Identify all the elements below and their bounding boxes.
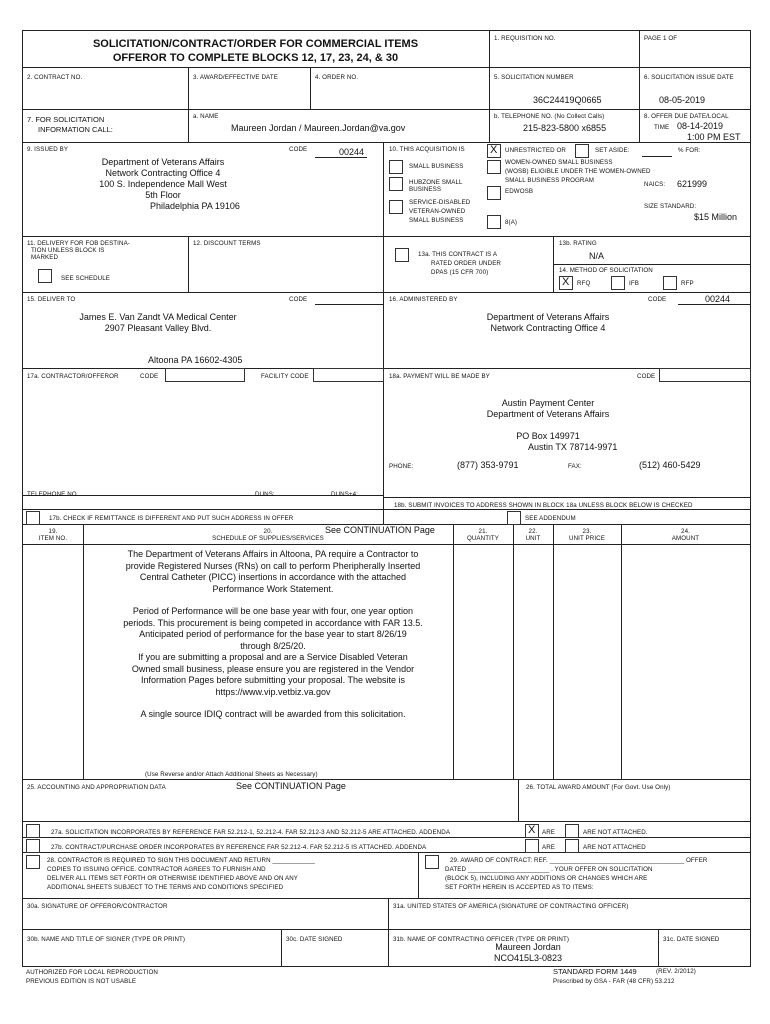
27b-are-label: ARE	[542, 844, 556, 851]
27a-label: 27a. SOLICITATION INCORPORATES BY REFERENCE FAR 52.212-1, 52.212-4. FAR 52.212-3 AND 52.212-5 ARE ATTACHED. ADDENDA	[51, 829, 451, 836]
deliver-to-line3: Altoona PA 16602-4305	[148, 355, 243, 365]
payment-by-line4: Austin TX 78714-9971	[528, 442, 618, 452]
col-item-no: ITEM NO.	[38, 535, 68, 542]
payment-fax: (512) 460-5429	[639, 460, 701, 470]
due-time: 1:00 PM EST	[687, 132, 741, 142]
acquisition-label: 10. THIS ACQUISITION IS	[389, 146, 465, 153]
officer-code: NCO415L3-0823	[493, 953, 563, 963]
telephone-no-label: TELEPHONE NO.	[27, 491, 79, 498]
rfp-label: RFP	[681, 280, 694, 287]
set-aside-checkbox[interactable]	[575, 144, 589, 158]
fax-label: FAX:	[568, 463, 582, 470]
hubzone-checkbox[interactable]	[389, 177, 403, 191]
officer-signature-label: 31a. UNITED STATES OF AMERICA (SIGNATURE OF CONTRACTING OFFICER)	[393, 903, 629, 910]
payment-code-label: CODE	[637, 373, 656, 380]
issued-by-line3: 100 S. Independence Mall West	[99, 179, 227, 189]
deliver-to-line1: James E. Van Zandt VA Medical Center	[79, 312, 237, 322]
payment-by-line3: PO Box 149971	[516, 431, 580, 441]
accounting-value: See CONTINUATION Page	[236, 781, 346, 791]
8a-checkbox[interactable]	[487, 215, 501, 229]
footer-reproduction: AUTHORIZED FOR LOCAL REPRODUCTION	[26, 969, 158, 976]
payment-by-line2: Department of Veterans Affairs	[486, 409, 610, 419]
issued-by-line5: Philadelphia PA 19106	[150, 201, 240, 211]
form-title: SOLICITATION/CONTRACT/ORDER FOR COMMERCIAL ITEMS	[92, 38, 419, 50]
deliver-code-label: CODE	[289, 296, 308, 303]
col-item-no-num: 19.	[48, 528, 58, 535]
edwosb-checkbox[interactable]	[487, 186, 501, 200]
description-paragraph-3: A single source IDIQ contract will be awarded from this solicitation.	[140, 709, 406, 719]
28-label-3: DELIVER ALL ITEMS SET FORTH OR OTHERWISE IDENTIFIED ABOVE AND ON ANY	[47, 875, 299, 882]
contractor-code-label: CODE	[140, 373, 159, 380]
27b-not-attached-label: ARE NOT ATTACHED	[583, 844, 646, 851]
contractor-code-field[interactable]	[165, 368, 245, 382]
footer-previous-edition: PREVIOUS EDITION IS NOT USABLE	[26, 978, 137, 985]
admin-code: 00244	[705, 294, 731, 304]
administered-by-line1: Department of Veterans Affairs	[486, 312, 610, 322]
award-date-label: 3. AWARD/EFFECTIVE DATE	[193, 74, 278, 81]
issued-code-label: CODE	[289, 146, 308, 153]
time-label: TIME	[654, 124, 670, 131]
sf1449-form	[22, 30, 751, 967]
27a-are-label: ARE	[542, 829, 556, 836]
deliver-to-label: 15. DELIVER TO	[27, 296, 76, 303]
29-label-3: (BLOCK 5), INCLUDING ANY ADDITIONS OR CHANGES WHICH ARE	[445, 875, 648, 882]
order-no-label: 4. ORDER NO.	[315, 74, 359, 81]
issued-by-line4: 5th Floor	[145, 190, 181, 200]
28-label-4: ADDITIONAL SHEETS SUBJECT TO THE TERMS AND CONDITIONS SPECIFIED	[47, 884, 284, 891]
duns4-label: DUNS+4:	[331, 491, 359, 498]
description-paragraph-1: The Department of Veterans Affairs in Altoona, PA require a Contractor to provide Registered Nurses (RNs) on call to perform Pheripherally Inserted Central Catheter (PICC) insertions in accordance with the attached Performance Work Statement.	[125, 549, 421, 594]
col-unit-price: UNIT PRICE	[569, 535, 605, 542]
col-amount: AMOUNT	[671, 535, 700, 542]
accounting-label: 25. ACCOUNTING AND APPROPRIATION DATA	[27, 784, 166, 791]
col-unit-price-num: 23.	[582, 528, 592, 535]
col-amount-num: 24.	[681, 528, 690, 535]
see-addendum-label: SEE ADDENDUM	[525, 515, 576, 522]
solicitation-number-label: 5. SOLICITATION NUMBER	[494, 74, 574, 81]
wosb-checkbox[interactable]	[487, 160, 501, 174]
form-subtitle: OFFEROR TO COMPLETE BLOCKS 12, 17, 23, 24, & 30	[112, 52, 399, 64]
administered-by-label: 16. ADMINISTERED BY	[389, 296, 458, 303]
discount-terms-label: 12. DISCOUNT TERMS	[193, 240, 261, 247]
rating-label: 13b. RATING	[559, 240, 597, 247]
col-quantity: QUANTITY	[466, 535, 500, 542]
payment-by-line1: Austin Payment Center	[501, 398, 595, 408]
duns-label: DUNS:	[255, 491, 275, 498]
col-quantity-num: 21.	[478, 528, 488, 535]
unrestricted-checkbox[interactable]: X	[487, 144, 501, 158]
contract-no-label: 2. CONTRACT NO.	[27, 74, 83, 81]
facility-code-label: FACILITY CODE	[261, 373, 309, 380]
29-label-2: DATED _______________________ . YOUR OFFER ON SOLICITATION	[445, 866, 653, 873]
8a-label: 8(A)	[505, 219, 518, 226]
issued-by-line2: Network Contracting Office 4	[105, 168, 221, 178]
deliver-to-line2: 2907 Pleasant Valley Blvd.	[104, 323, 212, 333]
schedule-continuation: See CONTINUATION Page	[325, 525, 435, 535]
contractor-label: 17a. CONTRACTOR/OFFEROR	[27, 373, 119, 380]
27a-not-attached-checkbox[interactable]	[565, 824, 579, 838]
footer-revision: (REV. 2/2012)	[656, 968, 696, 975]
requisition-label: 1. REQUISITION NO.	[494, 35, 556, 42]
contact-name-label: a. NAME	[193, 113, 219, 120]
ifb-label: IFB	[629, 280, 639, 287]
telephone-label: b. TELEPHONE NO. (No Collect Calls)	[494, 113, 605, 120]
contact-name: Maureen Jordan / Maureen.Jordan@va.gov	[231, 123, 406, 133]
payment-code-field[interactable]	[659, 368, 751, 382]
schedule-description	[123, 549, 423, 732]
payment-phone: (877) 353-9791	[457, 460, 519, 470]
due-date: 08-14-2019	[677, 121, 724, 131]
ifb-checkbox[interactable]	[611, 276, 625, 290]
hubzone-label-2: BUSINESS	[409, 186, 442, 193]
wosb-label-1: WOMEN-OWNED SMALL BUSINESS	[505, 159, 613, 166]
information-call-label: INFORMATION CALL:	[38, 125, 113, 134]
description-paragraph-2: Period of Performance will be one base year with four, one year option periods. This procurement is being competed in accordance with FAR 13.5. Anticipated period of performance for the base year to start 8/26/19 through 8/25/20. If you are submitting a proposal and are a Service Disabled Veteran Owned small business, please ensure you are registered in the Vendor Information Pages before submitting your proposal. The website is https://www.vip.vetbiz.va.gov	[123, 606, 423, 697]
rated-order-checkbox[interactable]	[395, 248, 409, 262]
29-checkbox[interactable]	[425, 855, 439, 869]
small-business-checkbox[interactable]	[389, 160, 403, 174]
sdvosb-label-3: SMALL BUSINESS	[409, 217, 464, 224]
offeror-signature-label: 30a. SIGNATURE OF OFFEROR/CONTRACTOR	[27, 903, 168, 910]
phone-label: PHONE:	[389, 463, 414, 470]
footer-prescribed: Prescribed by GSA - FAR (48 CFR) 53.212	[553, 978, 675, 985]
wosb-label-2: (WOSB) ELIGIBLE UNDER THE WOMEN-OWNED	[505, 168, 651, 175]
facility-code-field[interactable]	[313, 368, 384, 382]
delivery-label-3: MARKED	[31, 254, 59, 261]
rfq-checkbox[interactable]: X	[559, 276, 573, 290]
28-label-2: COPIES TO ISSUING OFFICE. CONTRACTOR AGREES TO FURNISH AND	[47, 866, 266, 873]
solicitation-number: 36C24419Q0665	[533, 95, 602, 105]
officer-date-label: 31c. DATE SIGNED	[663, 936, 720, 943]
offer-due-label: 8. OFFER DUE DATE/LOCAL	[644, 113, 729, 120]
see-schedule-checkbox[interactable]	[38, 269, 52, 283]
wosb-label-3: SMALL BUSINESS PROGRAM	[505, 177, 594, 184]
issued-by-line1: Department of Veterans Affairs	[101, 157, 225, 167]
issued-by-label: 9. ISSUED BY	[27, 146, 69, 153]
sdvosb-label-2: VETERAN-OWNED	[409, 208, 466, 215]
see-schedule-label: SEE SCHEDULE	[61, 275, 110, 282]
delivery-label-1: 11. DELIVERY FOR FOB DESTINA-	[27, 240, 130, 247]
rated-order-label-1: 13a. THIS CONTRACT IS A	[418, 251, 498, 258]
sdvosb-label-1: SERVICE-DISABLED	[409, 199, 471, 206]
rfp-checkbox[interactable]	[663, 276, 677, 290]
unrestricted-label: UNRESTRICTED OR	[505, 147, 566, 154]
col-unit-num: 22.	[528, 528, 538, 535]
submit-invoices-label: 18b. SUBMIT INVOICES TO ADDRESS SHOWN IN BLOCK 18a UNLESS BLOCK BELOW IS CHECKED	[394, 502, 693, 509]
col-schedule: SCHEDULE OF SUPPLIES/SERVICES	[212, 535, 324, 542]
payment-by-label: 18a. PAYMENT WILL BE MADE BY	[389, 373, 490, 380]
sdvosb-checkbox[interactable]	[389, 200, 403, 214]
edwosb-label: EDWOSB	[505, 188, 534, 195]
rfq-label: RFQ	[577, 280, 591, 287]
pct-for-label: % FOR:	[678, 147, 701, 154]
delivery-label-2: TION UNLESS BLOCK IS	[31, 247, 105, 254]
rating-value: N/A	[589, 251, 605, 261]
method-label: 14. METHOD OF SOLICITATION	[559, 267, 653, 274]
small-business-label: SMALL BUSINESS	[409, 163, 464, 170]
footer-form-number: STANDARD FORM 1449	[553, 967, 637, 976]
issued-code: 00244	[339, 147, 365, 157]
set-aside-label: SET ASIDE:	[595, 147, 630, 154]
29-label-4: SET FORTH HEREIN IS ACCEPTED AS TO ITEMS:	[445, 884, 594, 891]
telephone: 215-823-5800 x6855	[523, 123, 607, 133]
col-schedule-num: 20.	[263, 528, 273, 535]
col-unit: UNIT	[525, 535, 541, 542]
hubzone-label-1: HUBZONE SMALL	[409, 179, 463, 186]
27b-not-attached-checkbox[interactable]	[565, 839, 579, 853]
27a-are-checkbox[interactable]: X	[525, 824, 539, 838]
27a-checkbox[interactable]	[26, 824, 40, 838]
size-standard-label: SIZE STANDARD:	[644, 203, 697, 210]
27b-are-checkbox[interactable]	[525, 839, 539, 853]
admin-code-label: CODE	[648, 296, 667, 303]
27b-checkbox[interactable]	[26, 839, 40, 853]
naics-label: NAICS:	[644, 181, 666, 188]
total-award-label: 26. TOTAL AWARD AMOUNT (For Govt. Use Only)	[526, 784, 671, 791]
size-standard-value: $15 Million	[694, 212, 738, 222]
28-label-1: 28. CONTRACTOR IS REQUIRED TO SIGN THIS DOCUMENT AND RETURN ____________	[47, 857, 315, 864]
remittance-checkbox[interactable]	[26, 511, 40, 525]
27b-label: 27b. CONTRACT/PURCHASE ORDER INCORPORATES BY REFERENCE FAR 52.212-4. FAR 52.212-5 IS ATTACHED. ADDENDA	[51, 844, 427, 851]
issue-date-label: 6. SOLICITATION ISSUE DATE	[644, 74, 734, 81]
page-label: PAGE 1 OF	[644, 35, 678, 42]
naics-value: 621999	[677, 179, 708, 189]
28-checkbox[interactable]	[26, 855, 40, 869]
see-addendum-checkbox[interactable]	[507, 511, 521, 525]
for-solicitation-label: 7. FOR SOLICITATION	[27, 115, 105, 124]
27a-not-attached-label: ARE NOT ATTACHED.	[583, 829, 648, 836]
rated-order-label-3: DPAS (15 CFR 700)	[431, 269, 489, 276]
officer-name: Maureen Jordan	[495, 942, 561, 952]
signer-name-label: 30b. NAME AND TITLE OF SIGNER (TYPE OR PRINT)	[27, 936, 186, 943]
remittance-label: 17b. CHECK IF REMITTANCE IS DIFFERENT AND PUT SUCH ADDRESS IN OFFER	[49, 515, 294, 522]
29-label-1: 29. AWARD OF CONTRACT: REF. ______________________________________ OFFER	[450, 857, 708, 864]
officer-name-label: 31b. NAME OF CONTRACTING OFFICER (TYPE OR PRINT)	[393, 936, 569, 943]
signer-date-label: 30c. DATE SIGNED	[286, 936, 343, 943]
issue-date: 08-05-2019	[659, 95, 706, 105]
rated-order-label-2: RATED ORDER UNDER	[431, 260, 501, 267]
administered-by-line2: Network Contracting Office 4	[490, 323, 606, 333]
reverse-note: (Use Reverse and/or Attach Additional Sheets as Necessary)	[145, 771, 318, 778]
